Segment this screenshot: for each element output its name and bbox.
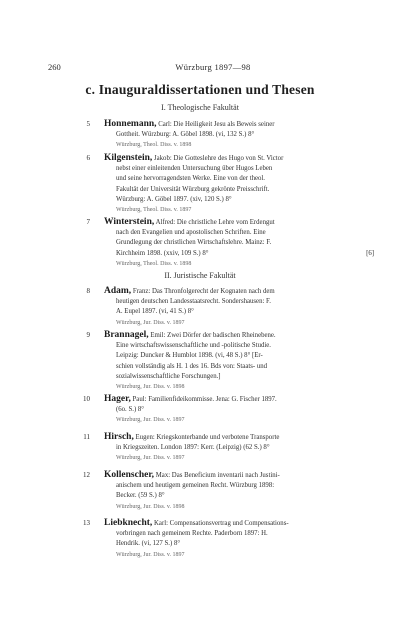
entry-body xyxy=(104,330,374,392)
entry-text: in Kriegszeiten. London 1897: Kerr. (Leipzig) (62 S.) 8° xyxy=(116,444,270,452)
entry-text: Becker. (59 S.) 8° xyxy=(116,492,165,500)
entry-body xyxy=(104,217,374,269)
entry-text: Fakultät der Universität Würzburg gekrönte Preisschrift. xyxy=(116,185,270,193)
entry-text: Grundlegung der christlichen Wirtschaftslehre. Mainz: F. xyxy=(116,239,272,247)
entry-author: Adam, xyxy=(104,286,132,296)
page-number: 260 xyxy=(48,62,61,72)
entry-number: 10 xyxy=(83,395,90,403)
running-title: Würzburg 1897—98 xyxy=(175,62,251,72)
entry-author: Kollenscher, xyxy=(104,470,155,480)
entry-author: Brannagel, xyxy=(104,330,149,340)
entry-text: Karl: Compensationsvertrag und Compensations- xyxy=(154,520,289,527)
entry-text: nach den Evangelien und apostolischen Schriften. Eine xyxy=(116,229,266,237)
entry-author: Liebknecht, xyxy=(104,518,153,528)
entry-text: Franz: Das Thronfolgerecht der Kognaten nach dem xyxy=(132,288,275,295)
entry-text: Leipzig: Duncker & Humblot 1898. (vi, 48 S.) 8° [Er- xyxy=(116,352,263,360)
entry-number: 5 xyxy=(86,120,90,128)
entry-note: Würzburg, Jur. Diss. v. 1897 xyxy=(116,319,185,326)
entry-text: Paul: Familienfideikommisse. Jena: G. Fischer 1897. xyxy=(132,396,277,403)
entry-body xyxy=(104,518,374,560)
entry-bracket-number: [6] xyxy=(366,249,374,257)
entry-text: und seine hervorragendsten Werke. Eine von der theol. xyxy=(116,175,265,183)
entry-author: Honnemann, xyxy=(104,119,157,129)
entry-author: Kilgenstein, xyxy=(104,153,153,163)
entry-note: Würzburg, Theol. Diss. v. 1898 xyxy=(116,260,192,267)
entry-text: Würzburg: A. Göbel 1897. (xiv, 120 S.) 8° xyxy=(116,195,232,203)
entry-text: Eine wirtschaftswissenschaftliche und -politische Studie. xyxy=(116,342,271,350)
entry-note: Würzburg, Jur. Diss. v. 1897 xyxy=(116,417,185,424)
faculty-heading-theology: I. Theologische Fakultät xyxy=(161,103,239,112)
entry-number: 8 xyxy=(86,287,90,295)
entry-body xyxy=(104,286,374,328)
entry-body xyxy=(104,394,374,426)
entry-note: Würzburg, Theol. Diss. v. 1897 xyxy=(116,207,192,214)
entry-author: Hirsch, xyxy=(104,432,134,442)
entry-text: A. Eupel 1897. (vi, 41 S.) 8° xyxy=(116,308,194,316)
entry-note: Würzburg, Jur. Diss. v. 1897 xyxy=(116,455,185,462)
entry-body xyxy=(104,432,374,464)
entry-number: 12 xyxy=(83,471,90,479)
entry-number: 13 xyxy=(83,519,90,527)
entry-number: 7 xyxy=(86,218,90,226)
entry-text: Emil: Zwei Dörfer der badischen Rheinebene. xyxy=(150,332,276,339)
entry-text: schien vollständig als H. 1 des 16. Bds von: Staats- und xyxy=(116,362,268,370)
entry-body xyxy=(104,153,374,215)
entry-text: Gottheit. Würzburg: A. Göbel 1898. (vi, 132 S.) 8° xyxy=(116,131,255,139)
faculty-heading-law: II. Juristische Fakultät xyxy=(164,271,236,280)
entry-number: 9 xyxy=(86,331,90,339)
entry-author: Hager, xyxy=(104,394,131,404)
page-header xyxy=(48,62,378,74)
entry-number: 11 xyxy=(83,433,90,441)
entry-number: 6 xyxy=(86,154,90,162)
entry-text: Jakob: Die Gotteslehre des Hugo von St. Victor xyxy=(154,155,284,162)
entry-text: nebst einer einleitenden Untersuchung über Hugos Leben xyxy=(116,165,273,173)
entry-text: sozialwissenschaftliche Forschungen.] xyxy=(116,372,221,380)
entry-text: anischem und heutigem gemeinen Recht. Würzburg 1898: xyxy=(116,482,275,490)
entry-body xyxy=(104,119,374,151)
entry-note: Würzburg, Jur. Diss. v. 1898 xyxy=(116,384,185,391)
section-title: c. Inauguraldissertationen und Thesen xyxy=(85,82,315,97)
entry-note: Würzburg, Jur. Diss. v. 1898 xyxy=(116,503,185,510)
entry-text: Carl: Die Heiligkeit Jesu als Beweis seiner xyxy=(158,121,275,128)
entry-text: Alfred: Die christliche Lehre vom Erdengut xyxy=(155,219,275,226)
entry-text: Hendrik. (vi, 127 S.) 8° xyxy=(116,540,181,548)
entry-text: Max: Das Beneficium inventarii nach Justini- xyxy=(155,472,280,479)
entry-text: vorbringen nach gemeinem Rechte. Paderborn 1897: H. xyxy=(116,530,268,538)
entry-note: Würzburg, Jur. Diss. v. 1897 xyxy=(116,551,185,558)
entry-text: Kirchheim 1898. (xxiv, 109 S.) 8° xyxy=(116,249,209,257)
entry-text: heutigen deutschen Landesstaatsrecht. Sondershausen: F. xyxy=(116,298,271,306)
entry-text: (6o. S.) 8° xyxy=(116,406,145,414)
entry-author: Winterstein, xyxy=(104,217,155,227)
entry-note: Würzburg, Theol. Diss. v. 1898 xyxy=(116,142,192,149)
entry-body xyxy=(104,470,374,512)
entry-text: Eugen: Kriegskonterbande und verbotene Transporte xyxy=(135,434,280,441)
